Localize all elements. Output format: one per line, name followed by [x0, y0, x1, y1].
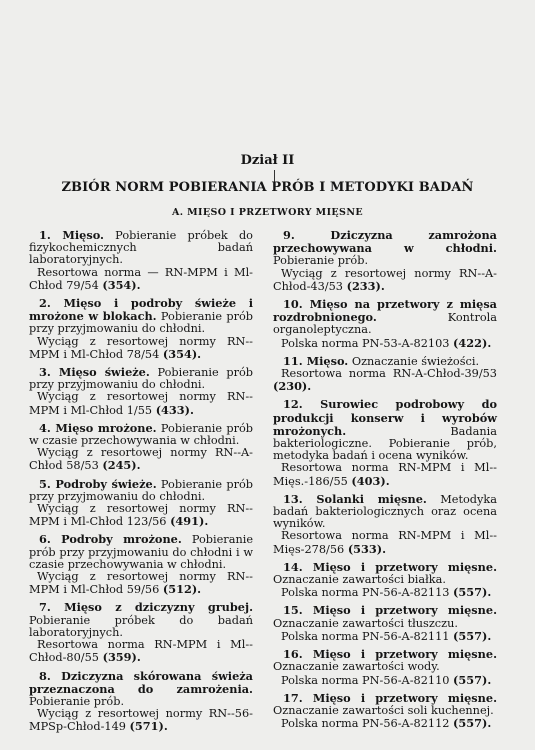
entry-text: Oznaczanie zawartości białka.: [273, 573, 446, 587]
entry-standard: [29, 503, 253, 528]
standard-ref: (359).: [102, 650, 141, 665]
list-item: [29, 422, 253, 473]
entry-subject: Surowiec podrobowy do produkcji konserw i wyrobów mrożonych.: [273, 397, 497, 438]
right-column: [273, 229, 497, 730]
entry-description: [29, 229, 253, 267]
entry-subject: Mięso świeże.: [58, 365, 150, 380]
entry-description: [29, 422, 253, 447]
standard-text: Resortowa norma — RN-MPM i Ml-Chłod 79/54: [29, 265, 253, 292]
entry-text: Oznaczanie świeżości.: [351, 354, 480, 368]
entry-standard: [29, 639, 253, 664]
entry-subject: Mięso i podroby świeże i mrożone w blokach.: [29, 296, 253, 324]
entry-standard: [273, 630, 497, 643]
standard-text: Wyciąg z resortowej normy RN--MPM i Ml-Chłod 123/56: [29, 502, 253, 529]
entry-text: Pobieranie prób przy przyjmowaniu do chłodni.: [29, 366, 253, 392]
entry-number: 1.: [39, 228, 51, 242]
standard-text: Wyciąg z resortowej normy RN--MPM i Ml-Chłod 1/55: [29, 390, 253, 417]
standard-text: Resortowa norma RN-MPM i Ml--Mięs-278/56: [273, 529, 497, 556]
entry-standard: [29, 447, 253, 472]
list-item: [273, 298, 497, 350]
standard-text: Polska norma PN-53-A-82103: [281, 336, 450, 350]
standard-text: Resortowa norma RN-A-Chłod-39/53: [281, 367, 497, 381]
entry-standard: [273, 530, 497, 555]
entry-standard: [273, 268, 497, 293]
subsection-title: A. MIĘSO I PRZETWORY MIĘSNE: [171, 207, 364, 218]
entry-description: [29, 601, 253, 639]
standard-ref: (557).: [453, 672, 492, 687]
entry-subject: Podroby mrożone.: [61, 532, 182, 547]
entry-description: [273, 298, 497, 337]
list-item: [29, 297, 253, 361]
standard-text: Wyciąg z resortowej normy RN--56-MPSp-Chłod-149: [29, 707, 253, 734]
entry-standard: [273, 586, 497, 599]
standard-text: Wyciąg z resortowej normy RN--MPM i Ml-Chłod 78/54: [29, 334, 253, 361]
entry-text: Pobieranie próbek do badań laboratoryjnych.: [29, 613, 253, 639]
entry-heading: [283, 492, 427, 506]
entry-standard: [29, 391, 253, 416]
standard-text: Wyciąg z resortowej normy RN--A-Chłod 58/53: [29, 446, 253, 473]
entry-description: [273, 398, 497, 462]
list-item: [273, 229, 497, 293]
entry-heading: [39, 600, 253, 614]
entry-subject: Solanki mięsne.: [316, 491, 427, 506]
standard-text: Wyciąg z resortowej normy RN--A-Chłod-43/53: [273, 266, 497, 293]
list-item: [29, 229, 253, 292]
entry-description: [29, 533, 253, 571]
entry-text: Oznaczanie zawartości soli kuchennej.: [273, 703, 494, 717]
entry-subject: Mięso i przetwory mięsne.: [312, 603, 497, 618]
entry-text: Kontrola organoleptyczna.: [273, 311, 497, 337]
entry-heading: [283, 354, 348, 368]
list-item: [273, 692, 497, 731]
entry-standard: [273, 337, 497, 350]
entry-text: Pobieranie próbek do fizykochemicznych badań laboratoryjnych.: [29, 229, 253, 267]
standard-text: Polska norma PN-56-A-82113: [281, 586, 450, 600]
entry-subject: Mięso i przetwory mięsne.: [312, 647, 497, 662]
entry-subject: Mięso z dziczyzny grubej.: [64, 600, 254, 615]
entry-number: 5.: [39, 476, 51, 491]
entry-number: 16.: [283, 647, 303, 662]
entry-standard: [29, 708, 253, 733]
entry-subject: Dziczyzna zamrożona przechowywana w chłodni.: [273, 228, 498, 256]
standard-text: Resortowa norma RN-MPM i Ml--Chłod-80/55: [29, 638, 253, 665]
entry-standard: [273, 674, 497, 687]
standard-ref: (557).: [453, 628, 492, 643]
standard-ref: (230).: [273, 379, 312, 394]
entry-number: 12.: [283, 397, 303, 412]
entry-description: [273, 561, 497, 586]
entry-subject: Mięso.: [62, 228, 104, 242]
entry-description: [29, 478, 253, 503]
entry-heading: [273, 228, 497, 255]
entry-text: Pobieranie prób.: [273, 254, 369, 268]
standard-ref: (533).: [347, 541, 387, 556]
entry-description: [273, 229, 497, 268]
standard-ref: (354).: [102, 277, 141, 292]
entry-number: 2.: [39, 296, 51, 311]
entry-text: Oznaczanie zawartości tłuszczu.: [273, 616, 458, 630]
entry-number: 11.: [283, 353, 303, 368]
left-column: [29, 229, 253, 734]
standard-ref: (354).: [162, 346, 202, 361]
list-item: [273, 493, 497, 556]
entry-number: 9.: [283, 228, 295, 242]
entry-text: Oznaczanie zawartości wody.: [273, 660, 440, 674]
entry-heading: [283, 691, 497, 705]
entry-number: 17.: [283, 690, 303, 705]
entry-text: Pobieranie prób przy przyjmowaniu do chłodni.: [29, 310, 253, 336]
entry-heading: [29, 669, 253, 696]
entry-number: 14.: [283, 559, 303, 574]
entry-description: [273, 493, 497, 531]
entry-subject: Mięso.: [306, 353, 349, 368]
entry-text: Pobieranie prób przy przyjmowaniu do chłodni i w czasie przechowywania w chłodni.: [29, 533, 254, 571]
entry-description: [273, 604, 497, 629]
entry-description: [29, 670, 253, 709]
entry-subject: Podroby świeże.: [55, 476, 157, 491]
list-item: [29, 366, 253, 417]
entry-heading: [283, 560, 497, 574]
list-item: [273, 648, 497, 687]
entry-number: 15.: [283, 603, 303, 618]
list-item: [273, 398, 497, 487]
list-item: [273, 561, 497, 600]
standard-ref: (233).: [346, 278, 385, 293]
entry-subject: Dziczyzna skórowana świeża przeznaczona do zamrożenia.: [29, 668, 254, 696]
standard-ref: (491).: [170, 514, 209, 529]
standard-ref: (403).: [351, 473, 390, 488]
section-heading: Dział II: [240, 153, 295, 168]
entry-text: Badania bakteriologiczne. Pobieranie prób, metodyka badań i ocena wyników.: [273, 424, 497, 463]
standard-ref: (245).: [102, 458, 141, 473]
entry-standard: [29, 571, 253, 596]
entry-description: [273, 692, 497, 717]
page-title: ZBIÓR NORM POBIERANIA PRÓB I METODYKI BADAŃ: [61, 180, 474, 195]
entry-text: Pobieranie prób w czasie przechowywania w chłodni.: [29, 421, 253, 448]
entry-number: 6.: [39, 532, 51, 547]
entry-number: 3.: [39, 365, 51, 380]
entry-text: Pobieranie prób przy przyjmowaniu do chłodni.: [29, 477, 253, 503]
entry-subject: Mięso i przetwory mięsne.: [312, 559, 497, 574]
standard-text: Resortowa norma RN-MPM i Ml--Mięs.-186/55: [273, 461, 497, 488]
standard-ref: (433).: [155, 402, 194, 417]
list-item: [29, 670, 253, 734]
entry-description: [29, 297, 253, 336]
entry-heading: [39, 477, 157, 491]
entry-heading: [39, 228, 104, 242]
entry-number: 10.: [283, 297, 303, 312]
standard-text: Polska norma PN-56-A-82111: [281, 629, 450, 643]
entry-heading: [39, 421, 157, 435]
entry-standard: [29, 267, 253, 292]
standard-ref: (422).: [453, 335, 492, 350]
entry-heading: [39, 532, 182, 546]
entry-heading: [39, 365, 150, 379]
entry-number: 13.: [283, 491, 303, 506]
entry-description: [29, 366, 253, 391]
standard-text: Wyciąg z resortowej normy RN--MPM i Ml-Chłod 59/56: [29, 570, 253, 597]
entry-standard: [273, 717, 497, 730]
standard-ref: (512).: [162, 582, 202, 597]
entry-text: Metodyka badań bakteriologicznych oraz ocena wyników.: [273, 492, 498, 531]
standard-ref: (557).: [453, 716, 492, 731]
list-item: [29, 601, 253, 664]
standard-ref: (571).: [129, 719, 168, 734]
entry-subject: Mięso i przetwory mięsne.: [312, 690, 497, 705]
entry-number: 8.: [39, 668, 51, 683]
entry-text: Pobieranie prób.: [29, 694, 125, 708]
entry-heading: [283, 603, 497, 617]
standard-text: Polska norma PN-56-A-82112: [281, 717, 450, 731]
entry-standard: [29, 336, 253, 361]
list-item: [273, 604, 497, 643]
entry-standard: [273, 368, 497, 393]
list-item: [29, 478, 253, 529]
entry-number: 7.: [39, 600, 51, 615]
standard-ref: (557).: [453, 585, 492, 600]
entry-number: 4.: [39, 420, 51, 435]
entry-subject: Mięso na przetwory z mięsa rozdrobnionego.: [273, 297, 497, 325]
list-item: [29, 533, 253, 596]
standard-text: Polska norma PN-56-A-82110: [281, 673, 450, 687]
entry-heading: [283, 647, 497, 661]
entry-description: [273, 648, 497, 673]
entry-standard: [273, 462, 497, 487]
entry-subject: Mięso mrożone.: [55, 420, 157, 435]
list-item: [273, 355, 497, 394]
